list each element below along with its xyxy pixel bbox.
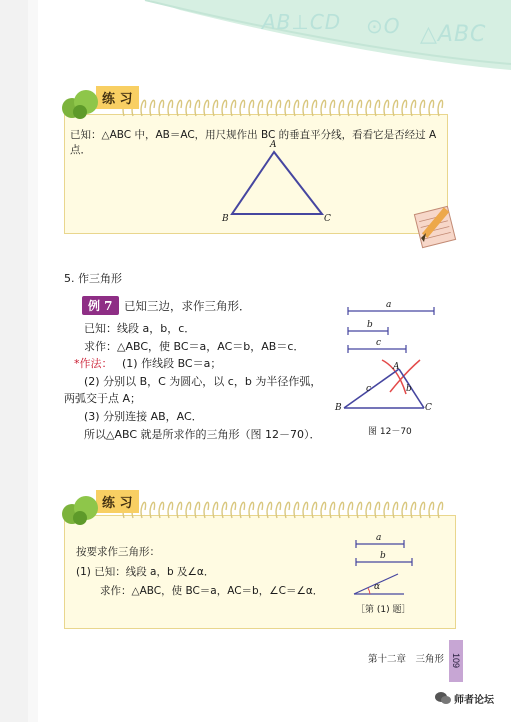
figure-side-b: b [406, 384, 412, 394]
header-decoration-circle: ⊙O [366, 14, 401, 38]
figure-vertex-b: B [335, 403, 342, 413]
figure-vertex-a: A [393, 362, 400, 372]
exercise-2-prompt: 按要求作三角形： [76, 546, 160, 558]
section-heading: 5. 作三角形 [64, 272, 122, 285]
exercise-1-label: 练 习 [96, 86, 139, 109]
exercise-1-text: 已知：△ABC 中，AB＝AC，用尺规作出 BC 的垂直平分线，看看它是否经过 A 点． [70, 129, 437, 156]
vertex-label-a: A [270, 140, 277, 150]
header-decoration-triangle: △ABC [420, 22, 487, 47]
exercise-2-segment-b: b [380, 551, 386, 561]
method-step-2a: (2) 分别以 B，C 为圆心，以 c，b 为半径作弧， [84, 375, 322, 388]
leaf-icon [58, 82, 106, 122]
segment-label-b: b [367, 320, 373, 330]
example-intro: 已知三边，求作三角形． [124, 299, 251, 313]
method-step-3: (3) 分别连接 AB，AC． [84, 410, 203, 423]
exercise-2-segment-a: a [376, 533, 382, 543]
exercise-2-angle-label: α [374, 582, 381, 592]
exercise-2-figure [348, 534, 418, 602]
watermark-text: 师者论坛 [454, 695, 494, 706]
method-label: *作法： [74, 357, 113, 370]
example-find: 求作：△ABC，使 BC＝a，AC＝b，AB＝c． [84, 340, 305, 353]
segment-label-c: c [376, 338, 382, 348]
method-step-2b: 两弧交于点 A； [64, 392, 142, 405]
figure-vertex-c: C [425, 403, 432, 413]
exercise-2-label: 练 习 [96, 490, 139, 513]
exercise-2-find: 求作：△ABC，使 BC＝a，AC＝b，∠C＝∠α． [100, 585, 324, 597]
chapter-title: 第十二章 三角形 [368, 654, 445, 665]
page-number: 109 [449, 640, 463, 682]
figure-caption: 图 12－70 [368, 427, 412, 437]
vertex-label-c: C [324, 214, 331, 224]
wechat-icon [435, 690, 451, 709]
conclusion: 所以△ABC 就是所求作的三角形（图 12－70）． [84, 428, 321, 441]
method-step-1: (1) 作线段 BC＝a； [122, 357, 222, 370]
vertex-label-b: B [222, 214, 229, 224]
exercise-2-given: (1) 已知：线段 a，b 及∠α． [76, 566, 215, 578]
header-decoration-perpendicular: AB⊥CD [262, 10, 342, 34]
segment-label-a: a [386, 300, 392, 310]
leaf-icon [58, 488, 106, 528]
figure-12-70 [330, 298, 450, 423]
figure-side-c: c [366, 384, 372, 394]
exercise-2-caption: ［第 (1) 题］ [356, 605, 411, 615]
example-given: 已知：线段 a，b，c． [84, 322, 196, 335]
notebook-pencil-icon [412, 200, 466, 250]
example-badge: 例 7 [82, 296, 119, 315]
